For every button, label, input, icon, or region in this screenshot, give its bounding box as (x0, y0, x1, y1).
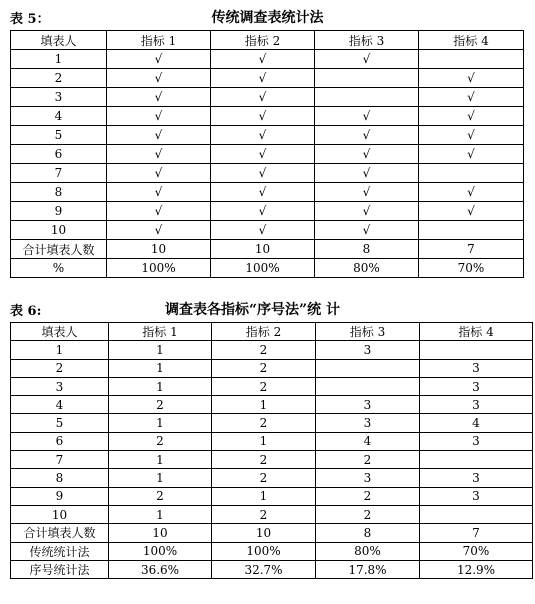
table-cell: √ (107, 126, 211, 145)
table-cell: √ (419, 126, 524, 145)
table-cell: √ (107, 88, 211, 107)
table-row (11, 69, 524, 88)
table-cell: 3 (316, 396, 420, 414)
row-label-cell: 8 (11, 183, 107, 202)
table-row (11, 50, 524, 69)
table-cell: 36.6% (109, 560, 212, 578)
table-cell: √ (211, 202, 315, 221)
table-row (11, 377, 533, 395)
table-cell: √ (211, 126, 315, 145)
table-row (11, 126, 524, 145)
row-label-cell: 3 (11, 88, 107, 107)
table-cell: 2 (212, 505, 316, 523)
table-cell: √ (419, 202, 524, 221)
table5-header-cell: 指标 2 (211, 31, 315, 50)
table-cell: 1 (109, 451, 212, 469)
table-cell: 100% (211, 259, 315, 278)
table-cell: 2 (212, 341, 316, 359)
table-cell (419, 221, 524, 240)
table-cell: 70% (419, 259, 524, 278)
row-label-cell: % (11, 259, 107, 278)
table-cell: 1 (212, 396, 316, 414)
table-row (11, 259, 524, 278)
table-cell: 1 (109, 469, 212, 487)
table6-header-row (11, 323, 533, 341)
table-cell: √ (315, 202, 419, 221)
table-cell: √ (107, 202, 211, 221)
table-cell: 12.9% (420, 560, 533, 578)
table-cell: 2 (316, 487, 420, 505)
table-cell: √ (211, 221, 315, 240)
table-cell: √ (419, 183, 524, 202)
table-row (11, 505, 533, 523)
table-cell: 3 (316, 414, 420, 432)
table-cell: 3 (316, 341, 420, 359)
table-cell (315, 69, 419, 88)
table-row (11, 432, 533, 450)
table-row (11, 341, 533, 359)
table-row (11, 88, 524, 107)
table-cell: √ (107, 69, 211, 88)
table-cell: √ (107, 221, 211, 240)
table-cell (316, 359, 420, 377)
table-cell: 1 (212, 487, 316, 505)
table6 (10, 322, 533, 579)
table-cell: 1 (109, 414, 212, 432)
table-cell: √ (107, 145, 211, 164)
table-cell: √ (419, 69, 524, 88)
table-cell (419, 164, 524, 183)
table-cell: 10 (211, 240, 315, 259)
table-row (11, 240, 524, 259)
table-row (11, 202, 524, 221)
table-cell: 8 (316, 524, 420, 542)
table-cell: √ (211, 107, 315, 126)
table5-header-cell: 指标 1 (107, 31, 211, 50)
table-row (11, 221, 524, 240)
table-cell: 17.8% (316, 560, 420, 578)
table6-body (11, 341, 533, 579)
table5-caption (10, 6, 525, 26)
table5-body (11, 50, 524, 278)
row-label-cell: 10 (11, 505, 109, 523)
table-row (11, 414, 533, 432)
row-label-cell: 4 (11, 396, 109, 414)
table-cell: 4 (420, 414, 533, 432)
table-cell: 1 (109, 505, 212, 523)
table-cell: 1 (109, 377, 212, 395)
table5-title: 传统调查表统计法 (211, 10, 324, 26)
table6-header-cell: 指标 3 (316, 323, 420, 341)
table-cell: √ (315, 164, 419, 183)
table-cell: 1 (212, 432, 316, 450)
table-cell: 100% (107, 259, 211, 278)
table-cell: 32.7% (212, 560, 316, 578)
row-label-cell: 9 (11, 487, 109, 505)
table5-header-cell: 指标 4 (419, 31, 524, 50)
row-label-cell: 合计填表人数 (11, 240, 107, 259)
table-cell: 2 (316, 451, 420, 469)
table-row (11, 560, 533, 578)
table-cell: 10 (107, 240, 211, 259)
table-cell: 1 (109, 359, 212, 377)
table-cell (315, 88, 419, 107)
table6-title: 调查表各指标“序号法”统 计 (165, 302, 340, 318)
row-label-cell: 1 (11, 341, 109, 359)
table-cell: 100% (212, 542, 316, 560)
table-cell: 3 (420, 487, 533, 505)
table6-caption (10, 298, 525, 318)
row-label-cell: 序号统计法 (11, 560, 109, 578)
table-cell: √ (211, 50, 315, 69)
table-cell (420, 451, 533, 469)
table-cell: √ (419, 88, 524, 107)
table-cell: √ (315, 50, 419, 69)
table6-header-cell: 指标 2 (212, 323, 316, 341)
row-label-cell: 7 (11, 451, 109, 469)
table-cell: 7 (419, 240, 524, 259)
table-cell: 70% (420, 542, 533, 560)
table-cell: √ (107, 107, 211, 126)
table5 (10, 30, 524, 278)
table-cell: √ (315, 183, 419, 202)
table-row (11, 164, 524, 183)
table-row (11, 183, 524, 202)
table-cell: 3 (420, 396, 533, 414)
table-cell: √ (315, 221, 419, 240)
table-row (11, 451, 533, 469)
table-cell (316, 377, 420, 395)
table-cell: √ (419, 145, 524, 164)
table-cell: 2 (212, 469, 316, 487)
table5-header-cell: 填表人 (11, 31, 107, 50)
row-label-cell: 9 (11, 202, 107, 221)
row-label-cell: 5 (11, 414, 109, 432)
table-row (11, 469, 533, 487)
table-cell: √ (315, 145, 419, 164)
table-cell: 2 (212, 359, 316, 377)
table-cell: √ (315, 107, 419, 126)
table6-header-cell: 指标 1 (109, 323, 212, 341)
table-row (11, 359, 533, 377)
table-cell: 3 (316, 469, 420, 487)
table6-label: 表 6: (10, 304, 42, 319)
table-cell: √ (107, 164, 211, 183)
table-cell (419, 50, 524, 69)
row-label-cell: 传统统计法 (11, 542, 109, 560)
table-cell: 80% (316, 542, 420, 560)
row-label-cell: 3 (11, 377, 109, 395)
table5-label: 表 5： (10, 12, 50, 27)
row-label-cell: 2 (11, 69, 107, 88)
table-cell: 100% (109, 542, 212, 560)
table-cell: √ (211, 164, 315, 183)
table-cell: √ (211, 183, 315, 202)
table-cell: 7 (420, 524, 533, 542)
row-label-cell: 7 (11, 164, 107, 183)
table-cell: 10 (109, 524, 212, 542)
table5-header-row (11, 31, 524, 50)
table-row (11, 145, 524, 164)
table-cell: √ (107, 50, 211, 69)
table-cell: 2 (316, 505, 420, 523)
table-cell: 2 (212, 451, 316, 469)
table-cell (420, 505, 533, 523)
table-cell: 3 (420, 377, 533, 395)
table-row (11, 396, 533, 414)
row-label-cell: 10 (11, 221, 107, 240)
table-cell: 2 (212, 414, 316, 432)
table-cell: 1 (109, 341, 212, 359)
table-cell: 8 (315, 240, 419, 259)
row-label-cell: 1 (11, 50, 107, 69)
row-label-cell: 4 (11, 107, 107, 126)
row-label-cell: 2 (11, 359, 109, 377)
table-cell: √ (211, 145, 315, 164)
table-row (11, 542, 533, 560)
row-label-cell: 5 (11, 126, 107, 145)
table-cell: √ (211, 69, 315, 88)
table-cell: 2 (109, 396, 212, 414)
table-row (11, 107, 524, 126)
table-cell: 2 (109, 487, 212, 505)
table-cell: √ (315, 126, 419, 145)
row-label-cell: 合计填表人数 (11, 524, 109, 542)
table-cell: √ (107, 183, 211, 202)
table-cell: 4 (316, 432, 420, 450)
table-row (11, 524, 533, 542)
table6-header-cell: 指标 4 (420, 323, 533, 341)
table-cell: 2 (212, 377, 316, 395)
table-cell: √ (211, 88, 315, 107)
table-cell: 10 (212, 524, 316, 542)
table-cell (420, 341, 533, 359)
table-cell: √ (419, 107, 524, 126)
table6-header-cell: 填表人 (11, 323, 109, 341)
table-cell: 3 (420, 359, 533, 377)
table-cell: 3 (420, 432, 533, 450)
table-cell: 3 (420, 469, 533, 487)
table-row (11, 487, 533, 505)
row-label-cell: 8 (11, 469, 109, 487)
table-cell: 80% (315, 259, 419, 278)
row-label-cell: 6 (11, 432, 109, 450)
row-label-cell: 6 (11, 145, 107, 164)
table5-header-cell: 指标 3 (315, 31, 419, 50)
table-cell: 2 (109, 432, 212, 450)
